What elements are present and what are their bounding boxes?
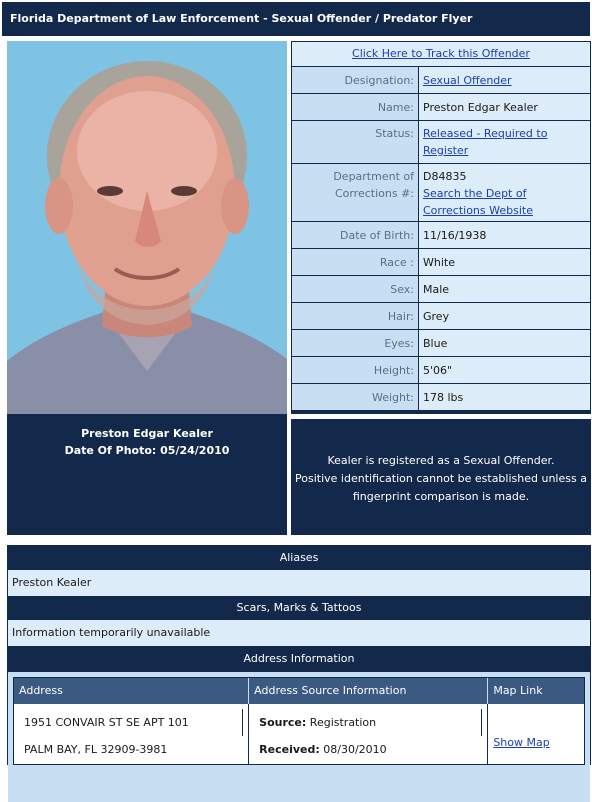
status-label-text: Status: xyxy=(375,127,414,140)
offender-details-table xyxy=(291,41,591,414)
address-section-body xyxy=(8,672,590,802)
weight-label: Weight: xyxy=(292,384,418,410)
address-cell xyxy=(14,704,249,764)
doc-link-line2: Corrections Website xyxy=(423,204,533,217)
address-heading: Address Information xyxy=(243,652,355,665)
page-header xyxy=(2,2,590,36)
designation-link[interactable]: Sexual Offender xyxy=(423,73,512,87)
source-value: Registration xyxy=(309,716,377,729)
address-line2: PALM BAY, FL 32909-3981 xyxy=(24,743,168,756)
height-row xyxy=(292,357,590,383)
portrait-illustration xyxy=(7,41,287,414)
race-value: White xyxy=(419,249,590,275)
sex-label: Sex: xyxy=(292,276,418,302)
offender-info-sections xyxy=(7,545,591,765)
address-table xyxy=(13,677,585,765)
page-title: Florida Department of Law Enforcement - Sexual Offender / Predator Flyer xyxy=(10,12,473,25)
source-cell xyxy=(249,704,488,764)
doc-link-line1: Search the Dept of xyxy=(423,187,527,200)
source-label: Source: xyxy=(259,716,307,729)
height-label: Height: xyxy=(292,357,418,383)
status-link[interactable] xyxy=(423,127,547,157)
status-label xyxy=(292,121,418,163)
name-row xyxy=(292,94,590,120)
dob-label: Date of Birth: xyxy=(292,222,418,248)
doc-value-cell xyxy=(419,164,590,221)
table-row xyxy=(14,704,584,764)
scars-value: Information temporarily unavailable xyxy=(8,620,590,646)
track-offender-row xyxy=(292,42,590,66)
notice-line3: fingerprint comparison is made. xyxy=(352,490,530,503)
hair-row xyxy=(292,303,590,329)
photo-caption xyxy=(7,414,287,535)
status-link-line1: Released - Required to xyxy=(423,127,548,140)
eyes-value: Blue xyxy=(419,330,590,356)
hair-value: Grey xyxy=(419,303,590,329)
map-col-header: Map Link xyxy=(493,684,543,697)
designation-label: Designation: xyxy=(292,67,418,93)
offender-photo xyxy=(7,41,287,414)
notice-line2: Positive identification cannot be established unless a xyxy=(295,472,587,485)
status-row xyxy=(292,121,590,163)
eyes-row xyxy=(292,330,590,356)
address-line1: 1951 CONVAIR ST SE APT 101 xyxy=(19,709,243,736)
name-label: Name: xyxy=(292,94,418,120)
identification-notice xyxy=(291,419,591,535)
aliases-heading: Aliases xyxy=(279,551,319,564)
sex-value: Male xyxy=(419,276,590,302)
scars-heading: Scars, Marks & Tattoos xyxy=(236,601,362,614)
designation-row xyxy=(292,67,590,93)
doc-number: D84835 xyxy=(423,170,467,183)
status-value-cell xyxy=(419,121,590,163)
source-col-header: Address Source Information xyxy=(249,678,488,704)
doc-row xyxy=(292,164,590,221)
weight-value: 178 lbs xyxy=(419,384,590,410)
doc-label-line2: Corrections #: xyxy=(334,187,414,200)
status-link-line2: Register xyxy=(423,144,469,157)
photo-name: Preston Edgar Kealer xyxy=(81,427,213,440)
height-value: 5'06" xyxy=(419,357,590,383)
track-offender-link[interactable]: Click Here to Track this Offender xyxy=(352,47,530,60)
show-map-link[interactable]: Show Map xyxy=(493,736,550,749)
received-label: Received: xyxy=(259,743,320,756)
doc-label-line1: Department of xyxy=(333,170,414,183)
received-value: 08/30/2010 xyxy=(323,743,387,756)
dob-value: 11/16/1938 xyxy=(419,222,590,248)
notice-line1: Kealer is registered as a Sexual Offender. xyxy=(327,454,555,467)
doc-search-link[interactable] xyxy=(423,187,533,217)
eyes-label: Eyes: xyxy=(292,330,418,356)
address-table-header xyxy=(14,678,584,704)
name-value: Preston Edgar Kealer xyxy=(419,94,590,120)
aliases-value: Preston Kealer xyxy=(8,570,590,596)
weight-row xyxy=(292,384,590,410)
map-cell xyxy=(488,704,584,764)
sex-row xyxy=(292,276,590,302)
race-row xyxy=(292,249,590,275)
race-label: Race : xyxy=(292,249,418,275)
doc-label xyxy=(292,164,418,221)
photo-date: Date Of Photo: 05/24/2010 xyxy=(64,444,230,457)
address-col-header: Address xyxy=(14,678,249,704)
dob-row xyxy=(292,222,590,248)
hair-label: Hair: xyxy=(292,303,418,329)
